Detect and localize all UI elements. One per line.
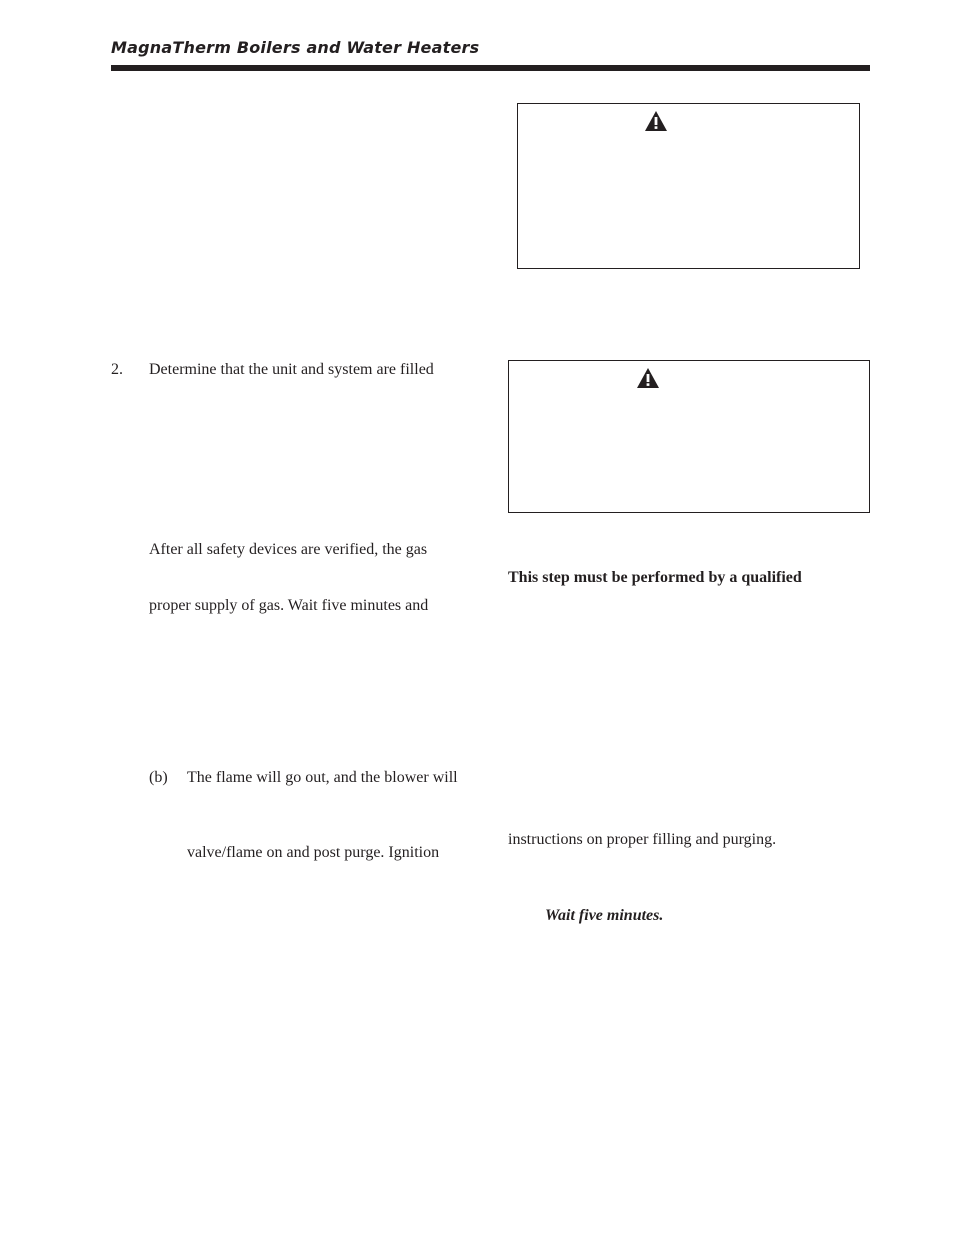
header-title: MagnaTherm Boilers and Water Heaters [111, 38, 480, 57]
qualified-note: This step must be performed by a qualified [508, 569, 802, 586]
warning-triangle-icon [644, 110, 668, 132]
post-purge-text: valve/flame on and post purge. Ignition [187, 844, 440, 861]
wait-five-minutes-text: Wait five minutes. [545, 907, 664, 924]
step-number: 2. [111, 361, 123, 378]
gas-supply-text: proper supply of gas. Wait five minutes and [149, 597, 429, 614]
header-rule [111, 65, 870, 71]
filling-purging-text: instructions on proper filling and purging. [508, 831, 777, 848]
safety-devices-text: After all safety devices are verified, the gas [149, 541, 428, 558]
step-2-text: Determine that the unit and system are filled [149, 361, 434, 378]
warning-box [508, 360, 870, 513]
warning-triangle-icon [636, 367, 660, 389]
item-b-marker: (b) [149, 769, 168, 786]
item-b-text: The flame will go out, and the blower will [187, 769, 458, 786]
warning-box [517, 103, 860, 269]
